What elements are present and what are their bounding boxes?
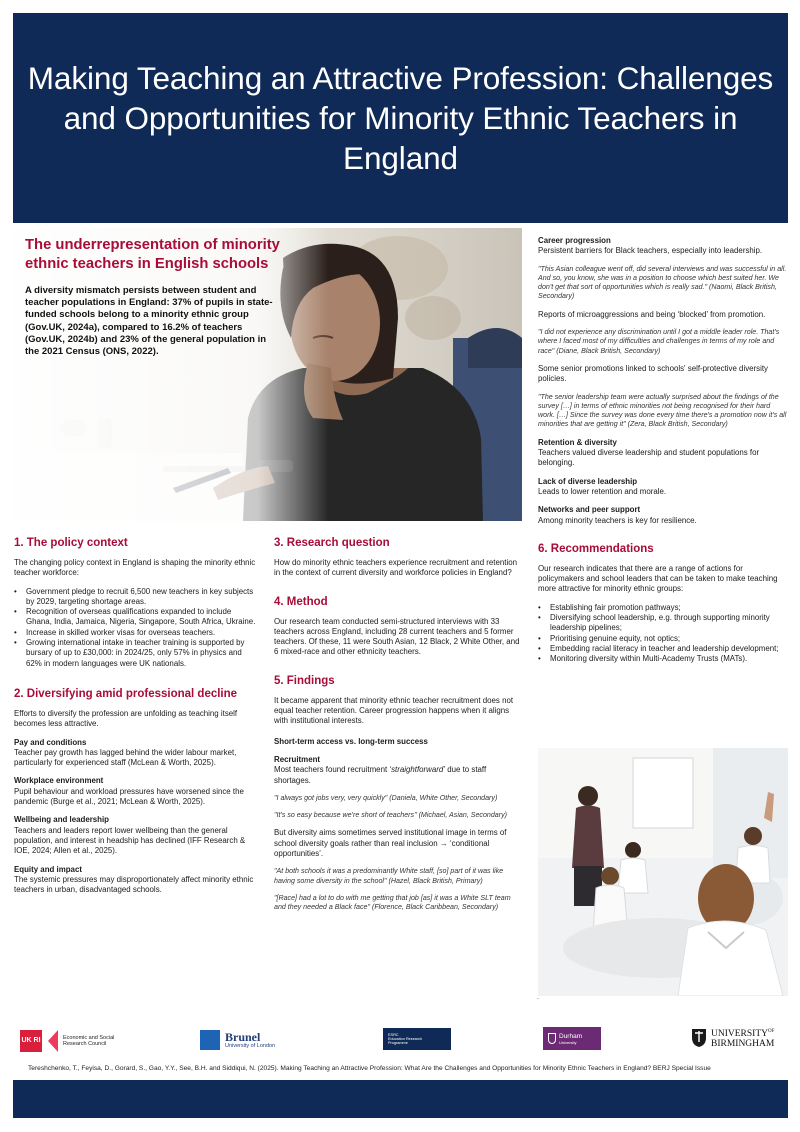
research-question-text: How do minority ethnic teachers experience recruitment and retention in the context of current diversity and workforce policies in England?: [274, 558, 517, 578]
education-research-programme-logo: [383, 1028, 451, 1050]
poster-header: [13, 13, 788, 223]
birmingham-shield-icon: [691, 1028, 707, 1048]
career-text: Some senior promotions linked to schools' self-protective diversity policies.: [538, 363, 768, 384]
recommendation-bullet: • Monitoring diversity within Multi-Academy Trusts (MATs).: [538, 654, 788, 664]
column-middle: [274, 536, 524, 921]
recommendation-bullet: • Embedding racial literacy in teacher and leadership development;: [538, 644, 788, 654]
policy-intro: The changing policy context in England is shaping the minority ethnic teacher workforce:: [14, 558, 256, 578]
career-progression-title: Career progression: [538, 236, 611, 245]
equity-text: The systemic pressures may disproportionately affect minority ethnic teachers in urban, disadvantaged schools.: [14, 874, 254, 895]
birmingham-line1: $UNIVERSITY^{OF}$: [711, 1028, 775, 1040]
hero-body: A diversity mismatch persists between student and teacher populations in England: 37% of pupils in state-funded schools belong to a minority ethnic group (Gov.UK, 2024a), compared to 16.2% of teachers (Gov.UK, 2024b) and 23% of the general population in the 2021 Census (ONS, 2022).: [25, 285, 273, 358]
durham-sub: University: [559, 1039, 577, 1045]
findings-subheading: Short-term access vs. long-term success: [274, 736, 428, 746]
career-quote: "The senior leadership team were actually surprised about the findings of the survey […] in terms of ethnic minorities not being recognised for their hard work. […] Since the survey was done every time there's a promotion now it's all minorities that are getting it" (Zera, Black British, Secondary): [538, 392, 787, 429]
decline-intro: Efforts to diversify the profession are unfolding as teaching itself becomes less attractive.: [14, 708, 238, 729]
networks-title: Networks and peer support: [538, 505, 641, 515]
section-decline-heading: 2. Diversifying amid professional decline: [14, 687, 238, 700]
career-progression-text: Persistent barriers for Black teachers, especially into leadership.: [538, 246, 763, 256]
section-research-question-heading: 3. Research question: [274, 537, 390, 549]
durham-name: Durham: [559, 1032, 583, 1040]
equity-title: Equity and impact: [14, 864, 82, 874]
policy-bullet: • Government pledge to recruit 6,500 new teachers in key subjects by 2029, targeting shortage areas.: [14, 587, 259, 608]
section-method-heading: 4. Method: [274, 595, 328, 608]
classroom-photo: [538, 748, 788, 996]
career-quote: "I did not experience any discrimination until I got a middle leader role. That's where I faced most of my difficulties and challenges in terms of my role and race" (Diane, Black British, Secondary): [538, 328, 780, 355]
findings-para: But diversity aims sometimes served institutional image in terms of school diversity goals rather than real inclusion → ‘conditional opportunities’.: [274, 828, 507, 859]
column-left: [14, 536, 259, 903]
citation: Tereshchenko, T., Feyisa, D., Gorard, S., Gao, Y.Y., See, B.H. and Siddiqui, N. (2025). Making Teaching an Attractive Profession: What Are the Challenges and Opportunities for Minority Ethnic Teachers in England? BERJ Special Issue: [28, 1065, 711, 1072]
recommendation-bullet: • Diversifying school leadership, e.g. through supporting minority leadership pipelines;: [538, 613, 788, 634]
ukri-esrc-logo: [20, 1027, 130, 1055]
policy-bullet: • Recognition of overseas qualifications expanded to include Ghana, India, Jamaica, Nigeria, Singapore, South Africa, Ukraine.: [14, 607, 259, 628]
durham-logo: [543, 1027, 601, 1050]
image-caption: .: [537, 994, 539, 1001]
brunel-crest-icon: [200, 1030, 220, 1050]
erp-text: Education Research Programme: [388, 1036, 423, 1046]
career-text: Reports of microaggressions and being ‘blocked’ from promotion.: [538, 309, 766, 319]
hero-panel: [13, 228, 522, 521]
retention-title: Retention & diversity: [538, 437, 617, 447]
section-findings-heading: 5. Findings: [274, 674, 335, 687]
column-right: [538, 236, 788, 673]
findings-quote: "[Race] had a lot to do with me getting that job [as] it was a White SLT team and they needed a Black face" (Florence, Black Caribbean, Secondary): [274, 893, 511, 912]
workplace-text: Pupil behaviour and workload pressures have worsened since the pandemic (Burge et al., 2021; McLean & Worth, 2025).: [14, 786, 244, 807]
ukri-mark: UK RI: [20, 1030, 42, 1052]
networks-text: Among minority teachers is key for resilience.: [538, 515, 697, 525]
recommendations-bullets: [538, 603, 788, 665]
hero-text-block: [25, 236, 280, 358]
policy-bullet: • Increase in skilled worker visas for overseas teachers.: [14, 628, 259, 638]
poster-footer: [13, 1080, 788, 1118]
policy-bullets: [14, 587, 259, 669]
findings-quote: "At both schools it was a predominantly White staff, [so] part of it was like having some diversity in the school" (Hazel, Black British, Primary): [274, 867, 504, 885]
hero-heading: The underrepresentation of minority ethnic teachers in English schools: [25, 237, 280, 272]
wellbeing-text: Teachers and leaders report lower wellbeing than the general population, and interest in headship has declined (IFF Research & IOE, 2024; Allen et al., 2025).: [14, 825, 246, 856]
brunel-name: Brunel: [225, 1030, 261, 1044]
pay-conditions-title: Pay and conditions: [14, 737, 87, 747]
classroom-illustration: [538, 748, 788, 996]
workplace-title: Workplace environment: [14, 776, 104, 786]
brunel-logo: [200, 1028, 300, 1052]
retention-text: Teachers valued diverse leadership and student populations for belonging.: [538, 448, 760, 468]
erp-small-text: ESRC: [388, 1032, 399, 1037]
recruitment-text: Most teachers found recruitment ‘straightforward’ due to staff shortages.: [274, 765, 487, 785]
findings-quote: "I always got jobs very, very quickly" (Daniela, White Other, Secondary): [274, 793, 498, 802]
policy-bullet: • Growing international intake in teacher training is supported by bursary of up to £30,000: in 2024/25, only 57% in physics and 62% in modern languages were UK nationals.: [14, 638, 259, 669]
section-policy-heading: 1. The policy context: [14, 537, 128, 549]
findings-quote: "It's so easy because we're short of teachers" (Michael, Asian, Secondary): [274, 811, 508, 820]
durham-crest-icon: [548, 1033, 556, 1044]
birmingham-logo: [691, 1025, 789, 1051]
recruitment-title: Recruitment: [274, 754, 321, 764]
brunel-sub: University of London: [225, 1043, 276, 1049]
findings-intro: It became apparent that minority ethnic teacher recruitment does not equal teacher retention. Career progression happens when it aligns with institutional interests.: [274, 695, 514, 726]
birmingham-line2: BIRMINGHAM: [711, 1039, 775, 1050]
lack-leadership-text: Leads to lower retention and morale.: [538, 486, 667, 496]
recommendation-bullet: • Prioritising genuine equity, not optics;: [538, 634, 788, 644]
esrc-arrow-icon: [48, 1030, 58, 1052]
recommendation-bullet: • Establishing fair promotion pathways;: [538, 603, 788, 613]
recommendations-intro: Our research indicates that there are a range of actions for policymakers and school leaders that can be taken to make teaching more attractive for minority ethnic groups:: [538, 563, 778, 594]
esrc-text: Economic and Social Research Council: [63, 1034, 115, 1047]
career-quote: "This Asian colleague went off, did several interviews and was successful in all. And so, you know, she was in a position to choose which best suited her. We don't get that sort of opportunities which is really sad." (Naomi, Black British, Secondary): [538, 264, 787, 301]
poster-title: Making Teaching an Attractive Profession: Challenges and Opportunities for Minority Ethnic Teachers in England: [27, 60, 774, 176]
lack-leadership-title: Lack of diverse leadership: [538, 476, 638, 486]
method-text: Our research team conducted semi-structured interviews with 33 teachers across England, including 28 current teachers and 5 former teachers. Of these, 11 were South Asian, 12 Black, 2 White Other, and 6 mixed-race and other ethnicity teachers.: [274, 616, 520, 657]
wellbeing-title: Wellbeing and leadership: [14, 815, 109, 825]
pay-conditions-text: Teacher pay growth has lagged behind the wider labour market, particularly for experienced staff (McLean & Worth, 2025).: [14, 747, 237, 768]
section-recommendations-heading: 6. Recommendations: [538, 542, 654, 555]
